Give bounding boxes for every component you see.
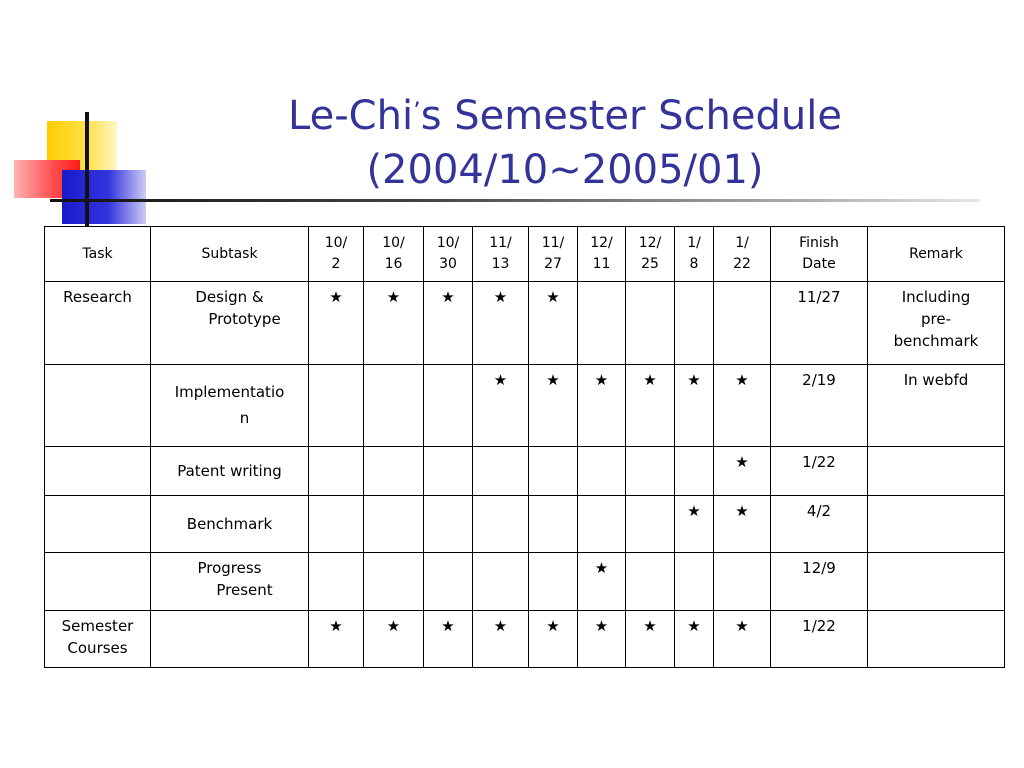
task-cell: Semester Courses xyxy=(45,611,151,668)
subtask-cell: Progress Present xyxy=(151,553,309,611)
empty-cell xyxy=(529,496,578,553)
task-cell xyxy=(45,553,151,611)
header-date-1-8: 1/ 8 xyxy=(675,227,714,282)
star-mark: ★ xyxy=(529,282,578,365)
blue-square-decoration xyxy=(62,170,146,224)
star-mark: ★ xyxy=(578,365,626,447)
star-mark: ★ xyxy=(578,553,626,611)
empty-cell xyxy=(473,496,529,553)
empty-cell xyxy=(529,553,578,611)
star-mark: ★ xyxy=(714,496,771,553)
header-finish-date: Finish Date xyxy=(771,227,868,282)
table-row xyxy=(45,611,1005,668)
empty-cell xyxy=(529,447,578,496)
subtask-cell: Benchmark xyxy=(151,496,309,553)
empty-cell xyxy=(675,447,714,496)
header-task: Task xyxy=(45,227,151,282)
empty-cell xyxy=(424,447,473,496)
header-date-10-30: 10/ 30 xyxy=(424,227,473,282)
star-mark: ★ xyxy=(473,365,529,447)
empty-cell xyxy=(626,282,675,365)
header-date-12-25: 12/ 25 xyxy=(626,227,675,282)
remark-cell xyxy=(868,447,1005,496)
star-mark: ★ xyxy=(364,282,424,365)
subtask-cell: Design & Prototype xyxy=(151,282,309,365)
task-cell: Research xyxy=(45,282,151,365)
empty-cell xyxy=(473,447,529,496)
subtask-cell xyxy=(151,611,309,668)
task-cell xyxy=(45,496,151,553)
star-mark: ★ xyxy=(424,282,473,365)
subtask-cell: Implementatio n xyxy=(151,365,309,447)
empty-cell xyxy=(424,496,473,553)
star-mark: ★ xyxy=(675,365,714,447)
empty-cell xyxy=(473,553,529,611)
table-row xyxy=(45,365,1005,447)
remark-cell xyxy=(868,496,1005,553)
header-subtask: Subtask xyxy=(151,227,309,282)
star-mark: ★ xyxy=(675,611,714,668)
remark-cell xyxy=(868,611,1005,668)
remark-cell: Including pre- benchmark xyxy=(868,282,1005,365)
star-mark: ★ xyxy=(529,611,578,668)
star-mark: ★ xyxy=(473,282,529,365)
table-row xyxy=(45,496,1005,553)
header-date-12-11: 12/ 11 xyxy=(578,227,626,282)
empty-cell xyxy=(424,365,473,447)
star-mark: ★ xyxy=(675,496,714,553)
star-mark: ★ xyxy=(473,611,529,668)
slide-logo-icon xyxy=(0,0,150,240)
star-mark: ★ xyxy=(626,611,675,668)
vertical-rule-decoration xyxy=(85,112,89,227)
title-line-1: Le-Chi’s Semester Schedule xyxy=(288,93,842,139)
star-mark: ★ xyxy=(529,365,578,447)
empty-cell xyxy=(675,553,714,611)
slide-title xyxy=(230,84,900,197)
table-row xyxy=(45,282,1005,365)
star-mark: ★ xyxy=(424,611,473,668)
finish-date-cell: 4/2 xyxy=(771,496,868,553)
empty-cell xyxy=(714,282,771,365)
star-mark: ★ xyxy=(714,611,771,668)
header-date-10-2: 10/ 2 xyxy=(309,227,364,282)
header-remark: Remark xyxy=(868,227,1005,282)
remark-cell: In webfd xyxy=(868,365,1005,447)
star-mark: ★ xyxy=(309,282,364,365)
subtask-cell: Patent writing xyxy=(151,447,309,496)
empty-cell xyxy=(626,553,675,611)
empty-cell xyxy=(364,496,424,553)
empty-cell xyxy=(309,496,364,553)
empty-cell xyxy=(578,496,626,553)
finish-date-cell: 11/27 xyxy=(771,282,868,365)
header-date-11-13: 11/ 13 xyxy=(473,227,529,282)
empty-cell xyxy=(364,365,424,447)
table-row xyxy=(45,553,1005,611)
empty-cell xyxy=(424,553,473,611)
finish-date-cell: 12/9 xyxy=(771,553,868,611)
title-line-2: (2004/10~2005/01) xyxy=(366,147,764,193)
task-cell xyxy=(45,447,151,496)
star-mark: ★ xyxy=(626,365,675,447)
title-underline-rule xyxy=(50,199,980,202)
empty-cell xyxy=(626,496,675,553)
empty-cell xyxy=(578,282,626,365)
header-date-1-22: 1/ 22 xyxy=(714,227,771,282)
finish-date-cell: 2/19 xyxy=(771,365,868,447)
empty-cell xyxy=(626,447,675,496)
star-mark: ★ xyxy=(578,611,626,668)
star-mark: ★ xyxy=(714,447,771,496)
empty-cell xyxy=(714,553,771,611)
star-mark: ★ xyxy=(309,611,364,668)
star-mark: ★ xyxy=(364,611,424,668)
empty-cell xyxy=(364,447,424,496)
schedule-table xyxy=(44,226,1005,668)
empty-cell xyxy=(675,282,714,365)
task-cell xyxy=(45,365,151,447)
empty-cell xyxy=(309,365,364,447)
empty-cell xyxy=(364,553,424,611)
empty-cell xyxy=(578,447,626,496)
empty-cell xyxy=(309,447,364,496)
table-header-row xyxy=(45,227,1005,282)
table-row xyxy=(45,447,1005,496)
star-mark: ★ xyxy=(714,365,771,447)
header-date-10-16: 10/ 16 xyxy=(364,227,424,282)
finish-date-cell: 1/22 xyxy=(771,447,868,496)
empty-cell xyxy=(309,553,364,611)
header-date-11-27: 11/ 27 xyxy=(529,227,578,282)
finish-date-cell: 1/22 xyxy=(771,611,868,668)
remark-cell xyxy=(868,553,1005,611)
